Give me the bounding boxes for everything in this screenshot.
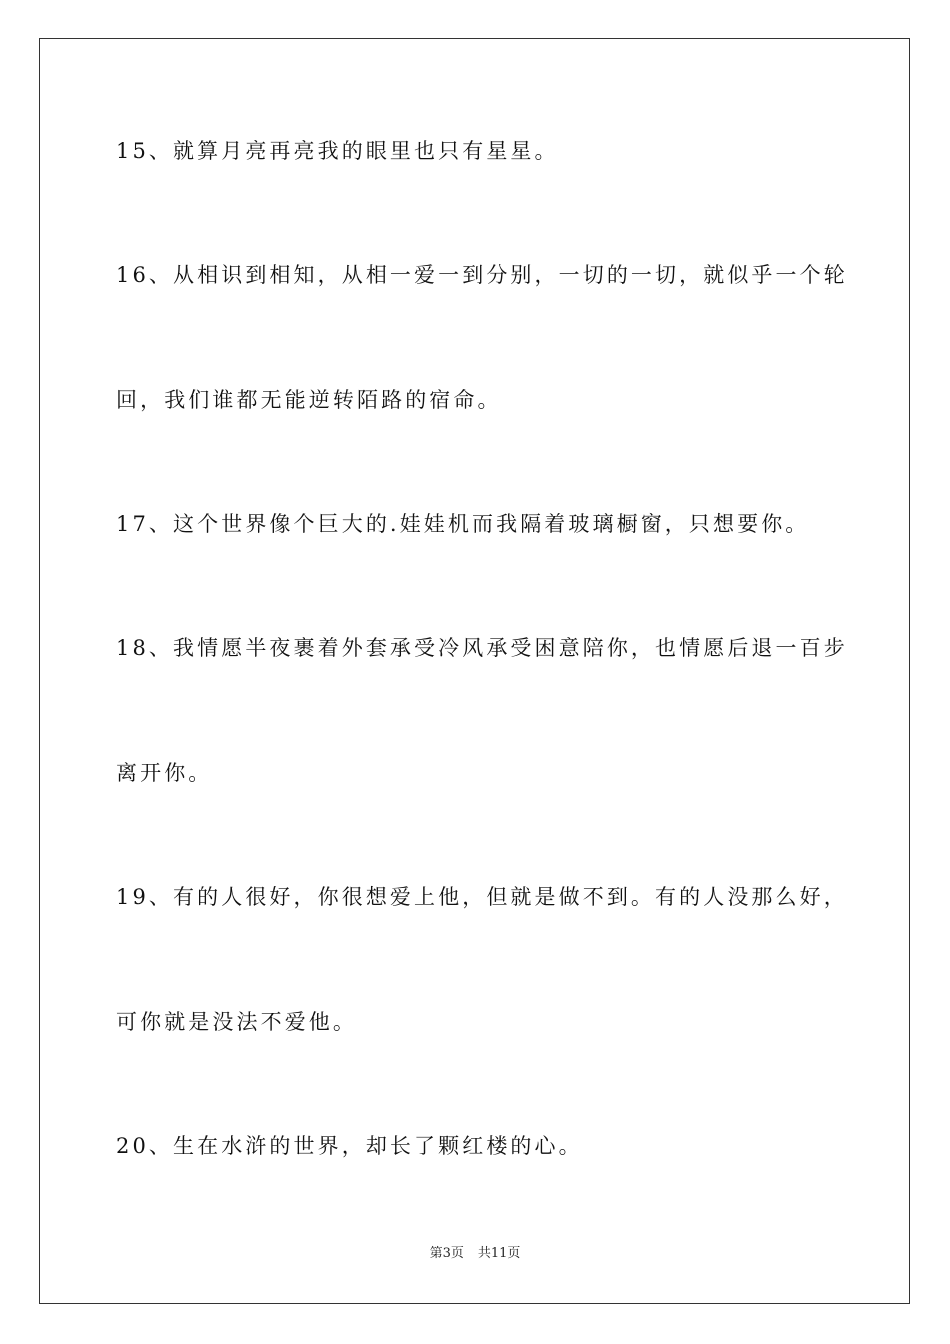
text-line-20: 20、生在水浒的世界，却长了颗红楼的心。: [116, 1134, 583, 1158]
text-line-18a: 18、我情愿半夜裹着外套承受冷风承受困意陪你，也情愿后退一百步: [116, 636, 848, 660]
text-line-17: 17、这个世界像个巨大的.娃娃机而我隔着玻璃橱窗，只想要你。: [116, 512, 810, 536]
text-line-18b: 离开你。: [116, 761, 213, 785]
page-frame: [39, 38, 910, 1304]
page-footer: [0, 1245, 950, 1263]
text-line-16a: 16、从相识到相知，从相一爱一到分别，一切的一切，就似乎一个轮: [116, 263, 848, 287]
text-line-19a: 19、有的人很好，你很想爱上他，但就是做不到。有的人没那么好，: [116, 885, 848, 909]
page-number: 第3页: [429, 1246, 464, 1261]
text-line-19b: 可你就是没法不爱他。: [116, 1010, 357, 1034]
text-line-16b: 回，我们谁都无能逆转陌路的宿命。: [116, 388, 502, 412]
text-line-15: 15、就算月亮再亮我的眼里也只有星星。: [116, 139, 559, 163]
page-total: 共11页: [477, 1246, 521, 1261]
